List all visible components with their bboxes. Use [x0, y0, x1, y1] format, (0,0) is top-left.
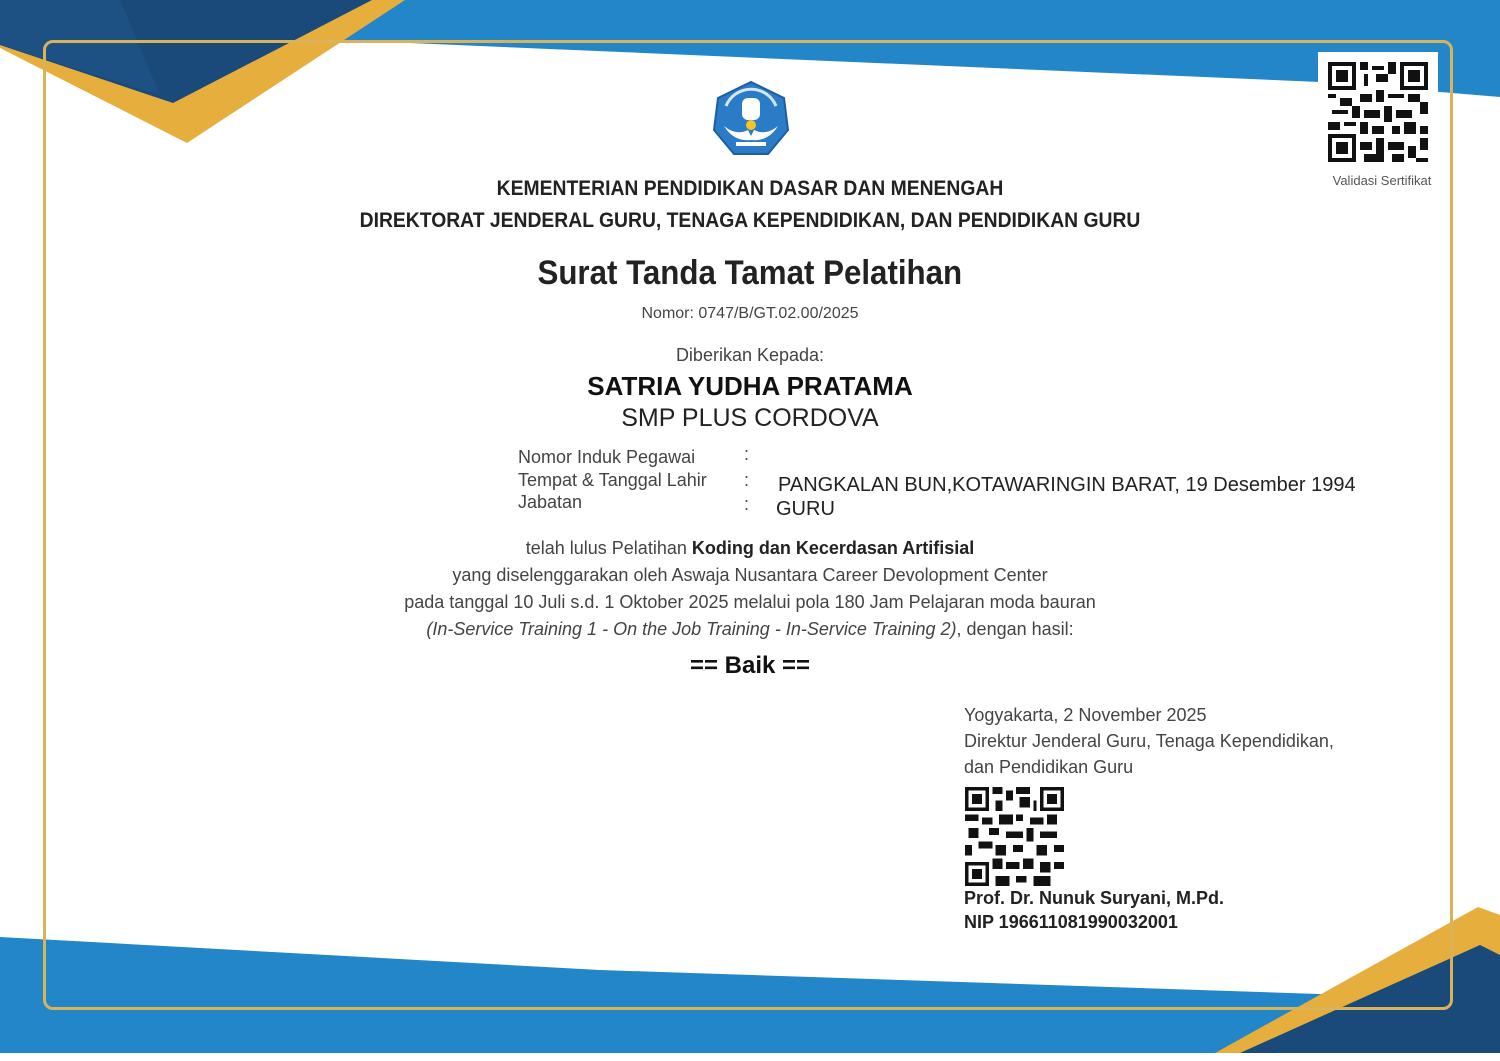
validation-caption: Validasi Sertifikat — [1332, 173, 1432, 188]
signer-info — [964, 886, 1224, 934]
field-label-birth: Tempat & Tanggal Lahir — [518, 470, 707, 490]
position-line-1: Direktur Jenderal Guru, Tenaga Kependidikan, — [964, 731, 1334, 751]
signature-block — [964, 702, 1334, 780]
ministry-line-2: DIREKTORAT JENDERAL GURU, TENAGA KEPENDIDIKAN, DAN PENDIDIKAN GURU — [359, 209, 1141, 232]
certificate-title: Surat Tanda Tamat Pelatihan — [537, 254, 963, 292]
signer-nip: NIP 196611081990032001 — [964, 912, 1178, 932]
signer-name: Prof. Dr. Nunuk Suryani, M.Pd. — [964, 888, 1225, 908]
recipient-name: SATRIA YUDHA PRATAMA — [587, 371, 913, 401]
field-colon-position: : — [744, 494, 750, 514]
body-line-2: yang diselenggarakan oleh Aswaja Nusantara Career Devolopment Center — [452, 565, 1048, 585]
result-grade: == Baik == — [689, 652, 811, 679]
tut-wuri-handayani-logo-icon — [712, 80, 790, 158]
given-to-label: Diberikan Kepada: — [675, 345, 825, 365]
field-colon-nip: : — [744, 444, 750, 464]
place-date: Yogyakarta, 2 November 2025 — [964, 705, 1207, 725]
certificate-number: Nomor: 0747/B/GT.02.00/2025 — [641, 305, 859, 322]
body-line-1: telah lulus Pelatihan Koding dan Kecerdasan Artifisial — [525, 538, 975, 558]
field-label-nip: Nomor Induk Pegawai — [518, 447, 696, 467]
qr-code-icon[interactable] — [1328, 62, 1428, 162]
ministry-heading — [0, 173, 1500, 237]
recipient-school: SMP PLUS CORDOVA — [621, 404, 879, 432]
body-line-4: (In-Service Training 1 - On the Job Training - In-Service Training 2), dengan hasil: — [426, 619, 1074, 639]
ministry-line-1: KEMENTERIAN PENDIDIKAN DASAR DAN MENENGAH — [496, 177, 1004, 200]
field-value-birth: PANGKALAN BUN,KOTAWARINGIN BARAT, 19 Desember 1994 — [778, 474, 1356, 496]
signature-qr-code-icon[interactable] — [965, 787, 1064, 886]
field-value-position: GURU — [776, 498, 835, 520]
training-name: Koding dan Kecerdasan Artifisial — [691, 538, 975, 558]
body-line-3: pada tanggal 10 Juli s.d. 1 Oktober 2025 melalui pola 180 Jam Pelajaran moda bauran — [404, 592, 1096, 612]
field-colon-birth: : — [744, 470, 750, 490]
field-label-position: Jabatan — [518, 492, 583, 512]
position-line-2: dan Pendidikan Guru — [964, 757, 1134, 777]
